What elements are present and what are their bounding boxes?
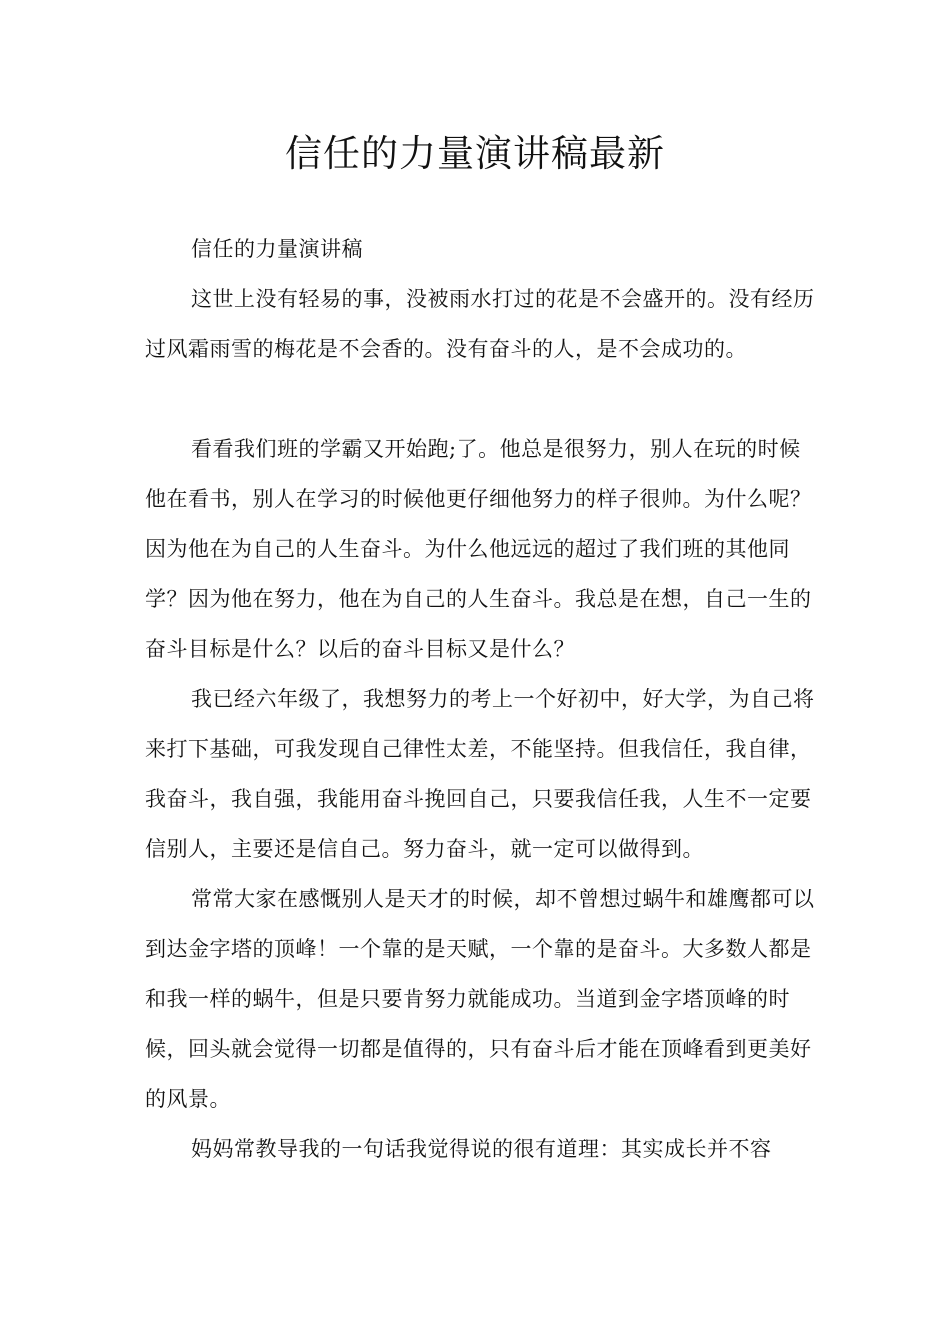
document-title: 信任的力量演讲稿最新 — [285, 132, 665, 175]
paragraph-5: 妈妈常教导我的一句话我觉得说的很有道理：其实成长并不容 — [191, 1137, 772, 1161]
paragraph-1: 这世上没有轻易的事，没被雨水打过的花是不会盛开的。没有经历过风霜雨雪的梅花是不会香的。没有奋斗的人，是不会成功的。 — [145, 287, 815, 361]
paragraph-3: 我已经六年级了，我想努力的考上一个好初中，好大学，为自己将来打下基础，可我发现自己律性太差，不能坚持。但我信任，我自律，我奋斗，我自强，我能用奋斗挽回自己，只要我信任我，人生不一定要信别人，主要还是信自己。努力奋斗，就一定可以做得到。 — [145, 687, 815, 861]
subtitle: 信任的力量演讲稿 — [191, 237, 363, 261]
paragraph-4: 常常大家在感慨别人是天才的时候，却不曾想过蜗牛和雄鹰都可以到达金字塔的顶峰！一个靠的是天赋，一个靠的是奋斗。大多数人都是和我一样的蜗牛，但是只要肯努力就能成功。当道到金字塔顶峰的时候，回头就会觉得一切都是值得的，只有奋斗后才能在顶峰看到更美好的风景。 — [145, 887, 815, 1111]
paragraph-gap — [145, 374, 815, 424]
document-body — [145, 224, 815, 1174]
paragraph-2: 看看我们班的学霸又开始跑;了。他总是很努力，别人在玩的时候他在看书，别人在学习的时候他更仔细他努力的样子很帅。为什么呢？因为他在为自己的人生奋斗。为什么他远远的超过了我们班的其他同学？因为他在努力，他在为自己的人生奋斗。我总是在想，自己一生的奋斗目标是什么？以后的奋斗目标又是什么？ — [145, 437, 812, 661]
